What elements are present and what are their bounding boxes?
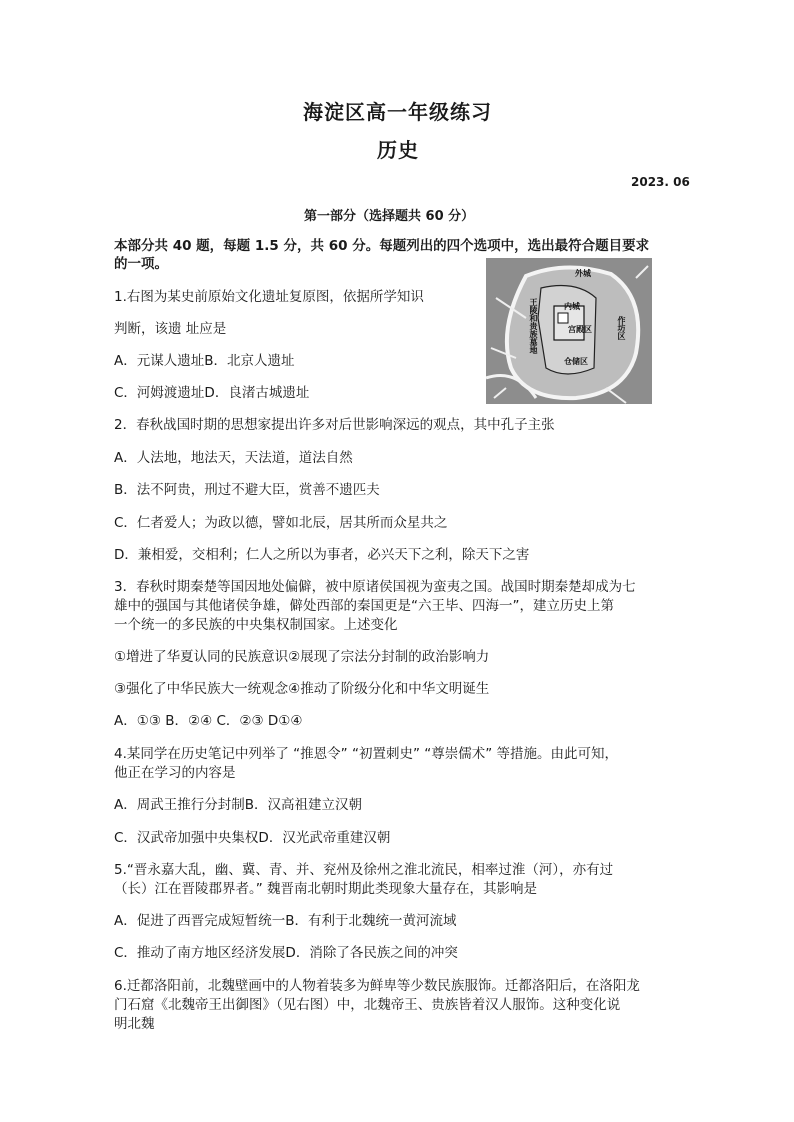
section-heading: 第一部分（选择题共 60 分） — [304, 209, 475, 224]
q1-options-line-2: C．河姆渡遗址D．良渚古城遗址 — [114, 385, 310, 401]
instructions-line-1: 本部分共 40 题，每题 1.5 分，共 60 分。每题列出的四个选项中，选出最符合题目要求 — [114, 238, 650, 254]
q1-options-line-1: A．元谋人遗址B．北京人遗址 — [114, 353, 295, 369]
q2-option-b: B．法不阿贵，刑过不避大臣，赏善不遗匹夫 — [114, 482, 380, 498]
subject-title: 历史 — [377, 138, 419, 162]
q2-stem-line-1: 2．春秋战国时期的思想家提出许多对后世影响深远的观点，其中孔子主张 — [114, 417, 555, 433]
map-label-palace: 宫殿区 — [568, 325, 592, 334]
q4-options-line-2: C．汉武帝加强中央集权D．汉光武帝重建汉朝 — [114, 830, 391, 846]
map-label-outer-city: 外城 — [575, 269, 591, 278]
map-label-storage: 仓储区 — [564, 357, 588, 366]
q2-option-d: D．兼相爱，交相利；仁人之所以为事者，必兴天下之利，除天下之害 — [114, 547, 530, 563]
q5-options-line-2: C．推动了南方地区经济发展D．消除了各民族之间的冲突 — [114, 945, 458, 961]
exam-title: 海淀区高一年级练习 — [303, 100, 492, 124]
q3-statements-line-2: ③强化了中华民族大一统观念④推动了阶级分化和中华文明诞生 — [114, 681, 490, 697]
q3-options: A．①③ B．②④ C．②③ D①④ — [114, 713, 303, 729]
q2-option-c: C．仁者爱人；为政以德，譬如北辰，居其所而众星共之 — [114, 515, 448, 531]
q3-stem-line-1: 3．春秋时期秦楚等国因地处偏僻，被中原诸侯国视为蛮夷之国。战国时期秦楚却成为七 — [114, 579, 636, 595]
q5-options-line-1: A．促进了西晋完成短暂统一B．有利于北魏统一黄河流域 — [114, 913, 457, 929]
q3-statements-line-1: ①增进了华夏认同的民族意识②展现了宗法分封制的政治影响力 — [114, 649, 490, 665]
q1-stem-line-2: 判断，该遗 址应是 — [114, 321, 227, 337]
q6-stem-line-2: 门石窟《北魏帝王出御图》（见右图）中，北魏帝王、贵族皆着汉人服饰。这种变化说 — [114, 997, 621, 1013]
site-reconstruction-map — [486, 258, 652, 404]
q3-stem-line-2: 雄中的强国与其他诸侯争雄，僻处西部的秦国更是“六王毕、四海一”，建立历史上第 — [114, 598, 614, 614]
exam-date: 2023. 06 — [631, 175, 690, 189]
q6-stem-line-3: 明北魏 — [114, 1016, 155, 1032]
map-label-inner-city: 内城 — [564, 302, 580, 311]
q5-stem-line-2: （长）江在晋陵郡界者。” 魏晋南北朝时期此类现象大量存在，其影响是 — [114, 881, 538, 897]
map-label-workshops: 作坊区 — [617, 316, 626, 340]
q4-options-line-1: A．周武王推行分封制B．汉高祖建立汉朝 — [114, 797, 362, 813]
q4-stem-line-2: 他正在学习的内容是 — [114, 765, 236, 781]
q1-stem-line-1: 1.右图为某史前原始文化遗址复原图，依据所学知识 — [114, 289, 424, 305]
instructions-line-2: 的一项。 — [114, 256, 168, 272]
q5-stem-line-1: 5.“晋永嘉大乱，幽、冀、青、并、兖州及徐州之淮北流民，相率过淮（河），亦有过 — [114, 862, 614, 878]
q4-stem-line-1: 4.某同学在历史笔记中列举了 “推恩令” “初置刺史” “尊崇儒术” 等措施。由此可知， — [114, 746, 619, 762]
map-label-tombs: 王陵和贵族墓地 — [529, 298, 538, 354]
q3-stem-line-3: 一个统一的多民族的中央集权制国家。上述变化 — [114, 617, 398, 633]
q6-stem-line-1: 6.迁都洛阳前，北魏壁画中的人物着装多为鲜卑等少数民族服饰。迁都洛阳后，在洛阳龙 — [114, 978, 640, 994]
q2-option-a: A．人法地，地法天，天法道，道法自然 — [114, 450, 353, 466]
